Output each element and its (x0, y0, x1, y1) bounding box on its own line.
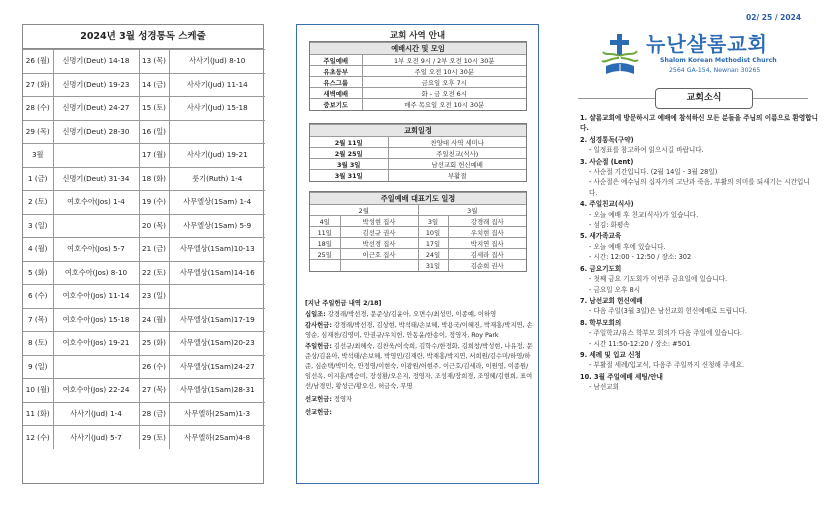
prayer-schedule-box (309, 191, 527, 272)
schedule-date: 9 (일) (23, 355, 53, 379)
event-date: 2월 11일 (310, 137, 388, 148)
offering-label: 감사헌금: (305, 322, 332, 329)
schedule-row (23, 238, 265, 262)
worship-header: 예배시간 및 모임 (310, 43, 526, 55)
schedule-reading: 여호수아(Jos) 5-7 (53, 238, 139, 262)
schedule-reading: 사무엘상(1Sam) 1-4 (169, 191, 265, 215)
schedule-reading: 사사기(Jud) 8-10 (169, 50, 265, 74)
schedule-reading: 신명기(Deut) 28-30 (53, 120, 139, 144)
offering-label: 주일헌금: (305, 343, 332, 350)
reading-schedule (22, 24, 264, 484)
prayer-day: 24일 (418, 249, 448, 260)
schedule-date: 18 (화) (139, 167, 169, 191)
news-detail: - 시간: 12:00 - 12:50 / 장소: 302 (589, 253, 692, 262)
schedule-reading: 여호수아(Jos) 19-21 (53, 332, 139, 356)
schedule-date: 4 (월) (23, 238, 53, 262)
schedule-reading: 신명기(Deut) 31-34 (53, 167, 139, 191)
schedule-date: 3 (일) (23, 214, 53, 238)
worship-row (310, 66, 526, 77)
church-name: 뉴난샬롬교회 (646, 32, 768, 56)
schedule-date: 16 (일) (139, 120, 169, 144)
schedule-date: 28 (금) (139, 402, 169, 426)
news-item (580, 372, 818, 393)
schedule-date: 8 (토) (23, 332, 53, 356)
news-title: 9. 세례 및 입교 신청 (580, 350, 641, 359)
prayer-row (310, 227, 526, 238)
schedule-reading (53, 144, 139, 168)
news-item (580, 264, 818, 295)
prayer-day: 31일 (418, 260, 448, 271)
schedule-date: 6 (수) (23, 285, 53, 309)
schedule-date: 5 (화) (23, 261, 53, 285)
news-detail: - 오늘 예배 후에 있습니다. (589, 242, 666, 251)
schedule-date: 21 (금) (139, 238, 169, 262)
prayer-leader (340, 260, 418, 271)
schedule-date: 17 (월) (139, 144, 169, 168)
prayer-day: 25일 (310, 249, 340, 260)
offering-label: 선교헌금: (305, 396, 332, 403)
schedule-date: 3월 (23, 144, 53, 168)
news-item (580, 296, 818, 317)
worship-time: 매주 목요일 오전 10시 30분 (362, 99, 526, 110)
news-item (580, 231, 818, 262)
schedule-row (23, 308, 265, 332)
offering-title: [지난 주일헌금 내역 2/18] (305, 300, 382, 307)
news-detail: - 금요일 오후 8시 (589, 285, 641, 294)
schedule-reading (169, 285, 265, 309)
prayer-leader: 강경래 집사 (448, 216, 526, 227)
ministry-guide (296, 24, 539, 484)
news-item (580, 199, 818, 230)
schedule-date: 29 (목) (23, 120, 53, 144)
worship-time: 금요일 오후 7시 (362, 77, 526, 88)
schedule-reading: 신명기(Deut) 19-23 (53, 73, 139, 97)
schedule-date: 27 (화) (23, 73, 53, 97)
schedule-row (23, 214, 265, 238)
schedule-reading (169, 120, 265, 144)
prayer-leader: 김세라 집사 (448, 249, 526, 260)
prayer-leader: 김순희 권사 (448, 260, 526, 271)
schedule-date: 23 (일) (139, 285, 169, 309)
schedule-row (23, 332, 265, 356)
news-title: 10. 3월 주일예배 세팅/안내 (580, 372, 663, 381)
schedule-reading: 사무엘하(2Sam)1-3 (169, 402, 265, 426)
worship-row (310, 55, 526, 66)
prayer-day: 4일 (310, 216, 340, 227)
schedule-table (23, 49, 265, 449)
schedule-row (23, 50, 265, 74)
news-detail: - 사순절은 예수님의 십자가의 고난과 죽음, 부활의 의미를 되새기는 시간입니다. (589, 178, 810, 197)
event-row (310, 170, 526, 181)
news-title: 1. 샬롬교회에 방문하시고 예배에 참석하신 모든 분들을 주님의 이름으로 환영합니다. (580, 114, 818, 133)
schedule-row (23, 144, 265, 168)
schedule-reading: 사사기(Jud) 1-4 (53, 402, 139, 426)
prayer-leader: 이근호 집사 (340, 249, 418, 260)
bulletin-date: 02/ 25 / 2024 (746, 13, 802, 22)
event-name: 찬양대 사역 세미나 (388, 137, 526, 148)
schedule-row (23, 97, 265, 121)
offering-entry (305, 342, 533, 392)
news-detail: - 시간 11:50-12:20 / 장소: #501 (589, 339, 691, 348)
news-detail: - 주일학교/유스 학부모 회의가 다음 주일에 있습니다. (589, 329, 743, 338)
church-address: 2564 GA-154, Newnan 30265 (669, 67, 761, 74)
worship-name: 유초등부 (310, 66, 362, 77)
worship-time: 1부 오전 9시 / 2부 오전 10시 30분 (362, 55, 526, 66)
schedule-reading: 사무엘상(1Sam) 5-9 (169, 214, 265, 238)
news-item (580, 113, 818, 134)
news-title: 8. 학부모회의 (580, 318, 622, 327)
prayer-month-mar: 3월 (418, 205, 526, 216)
schedule-date: 24 (월) (139, 308, 169, 332)
prayer-day: 11일 (310, 227, 340, 238)
prayer-month-feb: 2월 (310, 205, 418, 216)
schedule-date: 27 (목) (139, 379, 169, 403)
prayer-day: 3일 (418, 216, 448, 227)
schedule-reading: 룻기(Ruth) 1-4 (169, 167, 265, 191)
church-events-box (309, 123, 527, 182)
news-detail: - 부활절 세례/입교식, 다음주 주일까지 신청해 주세요. (589, 361, 745, 370)
schedule-row (23, 73, 265, 97)
prayer-leader: 박선경 집사 (340, 238, 418, 249)
prayer-leader: 박지연 집사 (448, 238, 526, 249)
church-english-name: Shalom Korean Methodist Church (660, 57, 777, 64)
event-date: 2월 25일 (310, 148, 388, 159)
schedule-reading: 사무엘상(1Sam)14-16 (169, 261, 265, 285)
worship-row (310, 88, 526, 99)
schedule-row (23, 355, 265, 379)
news-item (580, 157, 818, 199)
schedule-reading (53, 214, 139, 238)
ministry-title: 교회 사역 안내 (389, 31, 446, 41)
schedule-date: 19 (수) (139, 191, 169, 215)
schedule-date: 29 (토) (139, 426, 169, 450)
prayer-header: 주일예배 대표기도 일정 (310, 193, 526, 205)
schedule-date: 10 (월) (23, 379, 53, 403)
schedule-reading: 사무엘상(1Sam)24-27 (169, 355, 265, 379)
schedule-date: 2 (토) (23, 191, 53, 215)
event-date: 3월 3일 (310, 159, 388, 170)
prayer-day: 17일 (418, 238, 448, 249)
worship-name: 중보기도 (310, 99, 362, 110)
schedule-date: 26 (수) (139, 355, 169, 379)
schedule-date: 22 (토) (139, 261, 169, 285)
news-detail: - 섬김: 화평속 (589, 221, 630, 230)
schedule-reading: 사무엘상(1Sam)28-31 (169, 379, 265, 403)
schedule-row (23, 120, 265, 144)
cross-tree-icon (600, 30, 640, 80)
worship-row (310, 99, 526, 110)
news-heading: 교회소식 (655, 88, 753, 109)
news-title: 2. 성경통독(구약) (580, 135, 634, 144)
worship-name: 주일예배 (310, 55, 362, 66)
schedule-row (23, 426, 265, 450)
schedule-title: 2024년 3월 성경통독 스케줄 (23, 25, 263, 49)
news-detail: - 오늘 예배 후 친교(식사)가 있습니다. (589, 210, 699, 219)
schedule-reading: 신명기(Deut) 24-27 (53, 97, 139, 121)
offering-names: 김선규/최혜숙, 김찬욱/이숙희, 김학수/한정화, 김희창/박성현, 나유정, 문준상/김윤아, 박석태/손보혜, 박영민/김재란, 박재홍/박지연, 서희원/김수미/하영/하준, 심순택/박미숙, 안정영/이현숙, 이광원/이현주, 이근호/김세라, 이원영, 이종원/임선옥, 이지훈/백승미, 장성환/오은지, 정영자, 조성재/장희경, 조영혜/김현희, 표여선/남경민, 황성근/황오신, 허금숙, 무명 (305, 343, 533, 390)
worship-name: 유스그룹 (310, 77, 362, 88)
offering-entry (305, 395, 533, 405)
schedule-row (23, 261, 265, 285)
schedule-reading: 사무엘상(1Sam)10-13 (169, 238, 265, 262)
schedule-reading: 사무엘하(2Sam)4-8 (169, 426, 265, 450)
news-detail: - 일정표를 참고하여 읽으시길 바랍니다. (589, 146, 704, 155)
events-header: 교회일정 (310, 125, 526, 137)
prayer-day: 10일 (418, 227, 448, 238)
schedule-reading (53, 355, 139, 379)
event-row (310, 159, 526, 170)
schedule-date: 15 (토) (139, 97, 169, 121)
schedule-reading: 여호수아(Jos) 11-14 (53, 285, 139, 309)
offering-entry (305, 408, 533, 418)
news-item (580, 135, 818, 156)
schedule-row (23, 191, 265, 215)
news-title: 6. 금요기도회 (580, 264, 622, 273)
offering-label: 십일조: (305, 311, 326, 318)
schedule-reading: 여호수아(Jos) 8-10 (53, 261, 139, 285)
news-title: 4. 주일친교(식사) (580, 200, 634, 209)
news-title: 3. 사순절 (Lent) (580, 157, 634, 166)
schedule-date: 28 (수) (23, 97, 53, 121)
schedule-row (23, 402, 265, 426)
worship-name: 새벽예배 (310, 88, 362, 99)
schedule-reading: 사무엘상(1Sam)20-23 (169, 332, 265, 356)
event-date: 3월 31일 (310, 170, 388, 181)
schedule-reading: 여호수아(Jos) 1-4 (53, 191, 139, 215)
event-name: 주일친교(식사) (388, 148, 526, 159)
offering-entry (305, 310, 533, 320)
schedule-reading: 신명기(Deut) 14-18 (53, 50, 139, 74)
schedule-date: 1 (금) (23, 167, 53, 191)
offering-names: 강경래/박선경, 문준상/김윤아, 오면수/최성민, 이종예, 이하영 (327, 311, 497, 318)
news-item (580, 350, 818, 371)
schedule-date: 13 (목) (139, 50, 169, 74)
schedule-reading: 사사기(Jud) 11-14 (169, 73, 265, 97)
schedule-date: 25 (화) (139, 332, 169, 356)
schedule-reading: 사사기(Jud) 5-7 (53, 426, 139, 450)
schedule-reading: 여호수아(Jos) 22-24 (53, 379, 139, 403)
prayer-leader: 우치현 집사 (448, 227, 526, 238)
schedule-date: 12 (수) (23, 426, 53, 450)
news-item (580, 318, 818, 349)
offering-label: 선교헌금: (305, 409, 332, 416)
schedule-row (23, 167, 265, 191)
prayer-row (310, 260, 526, 271)
schedule-date: 20 (목) (139, 214, 169, 238)
schedule-reading: 사사기(Jud) 15-18 (169, 97, 265, 121)
prayer-day (310, 260, 340, 271)
worship-time: 화 - 금 오전 6시 (362, 88, 526, 99)
offering-names: 강경래/박선경, 김상현, 박석태/손보혜, 박용국/이혜진, 박재홍/박지연, 손영순, 심재찬/김영미, 안권규/우치헌, 안동윤/한송이, 정영자, Roy Park (305, 322, 533, 339)
prayer-leader: 박성현 집사 (340, 216, 418, 227)
prayer-day: 18일 (310, 238, 340, 249)
schedule-date: 26 (월) (23, 50, 53, 74)
event-name: 부활절 (388, 170, 526, 181)
prayer-row (310, 216, 526, 227)
event-row (310, 148, 526, 159)
event-name: 남선교회 헌신예배 (388, 159, 526, 170)
news-detail: - 다음 주일(3월 3일)은 남선교회 헌신예배로 드립니다. (589, 307, 747, 316)
schedule-reading: 여호수아(Jos) 15-18 (53, 308, 139, 332)
news-detail: - 남선교회 (589, 383, 619, 392)
offering-list (305, 299, 533, 419)
news-detail: - 첫째 금요 기도회가 이번주 금요일에 있습니다. (589, 275, 728, 284)
worship-time: 주일 오전 10시 30분 (362, 66, 526, 77)
schedule-reading: 사무엘상(1Sam)17-19 (169, 308, 265, 332)
news-detail: - 사순절 기간입니다. (2월 14일 - 3월 28일) (589, 168, 718, 177)
offering-entry (305, 321, 533, 341)
news-title: 7. 남선교회 헌신예배 (580, 296, 643, 305)
prayer-leader: 김선규 권사 (340, 227, 418, 238)
schedule-row (23, 379, 265, 403)
schedule-date: 14 (금) (139, 73, 169, 97)
prayer-row (310, 238, 526, 249)
schedule-date: 7 (목) (23, 308, 53, 332)
worship-times-box (309, 41, 527, 111)
prayer-row (310, 249, 526, 260)
schedule-row (23, 285, 265, 309)
schedule-reading: 사사기(Jud) 19-21 (169, 144, 265, 168)
church-news (580, 113, 818, 394)
offering-names: 정영자 (333, 396, 353, 403)
event-row (310, 137, 526, 148)
news-title: 5. 새가족교육 (580, 232, 622, 241)
schedule-date: 11 (화) (23, 402, 53, 426)
worship-row (310, 77, 526, 88)
